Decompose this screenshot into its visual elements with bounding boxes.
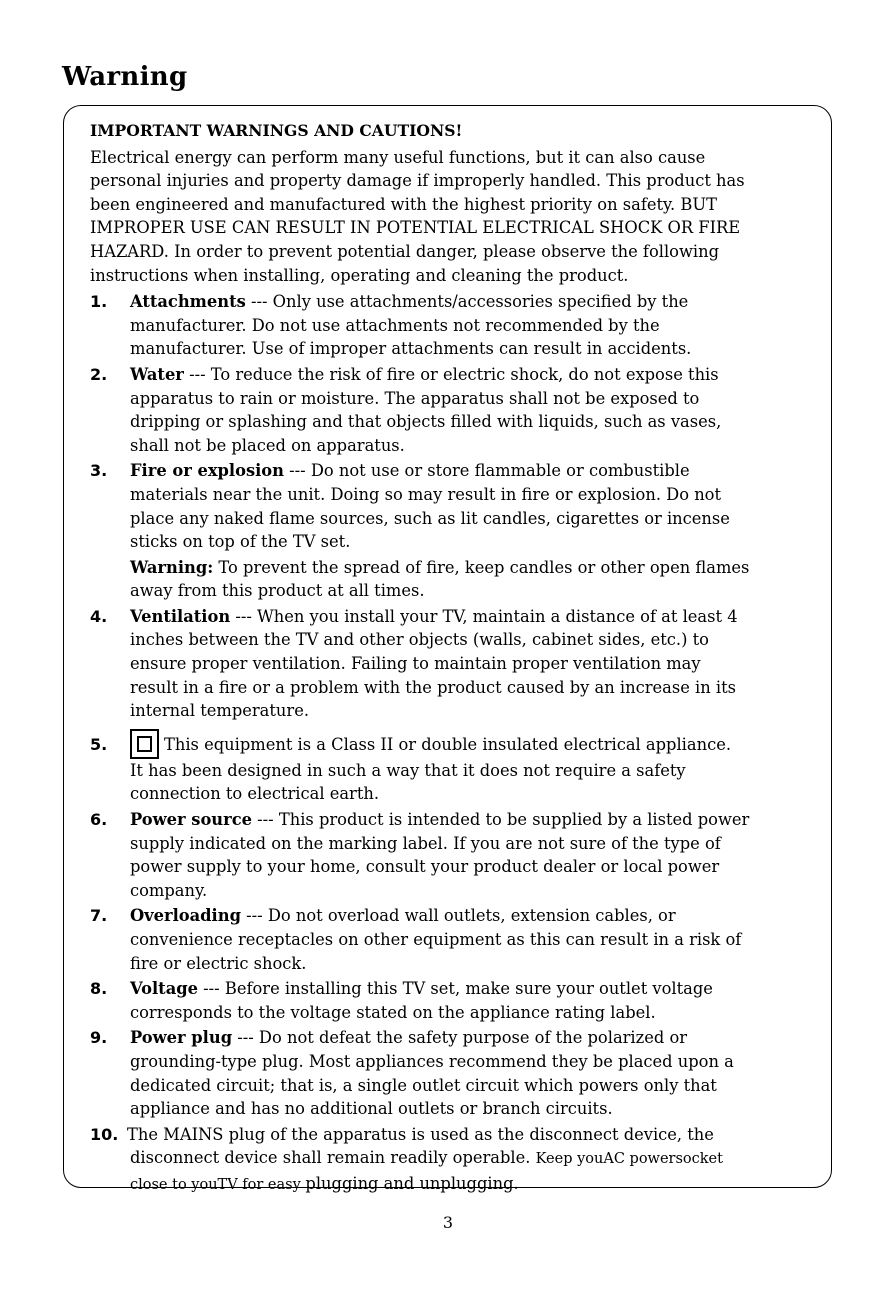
item-number: 7. bbox=[90, 906, 108, 926]
item-line: place any naked flame sources, such as lit candles, cigarettes or incense bbox=[130, 508, 730, 528]
intro-line: IMPROPER USE CAN RESULT IN POTENTIAL ELECTRICAL SHOCK OR FIRE bbox=[90, 218, 741, 238]
item-line: convenience receptacles on other equipment as this can result in a risk of bbox=[130, 930, 742, 949]
warnings-content bbox=[90, 119, 816, 1200]
item-line: This equipment is a Class II or double insulated electrical appliance. bbox=[164, 734, 732, 754]
item-line: appliance and has no additional outlets or branch circuits. bbox=[130, 1099, 613, 1119]
box-title: IMPORTANT WARNINGS AND CAUTIONS! bbox=[90, 121, 463, 140]
item-number: 10. bbox=[90, 1124, 119, 1144]
item-title: Water bbox=[130, 364, 184, 384]
page-number: 3 bbox=[442, 1213, 454, 1232]
item-line: --- This product is intended to be supplied by a listed power bbox=[252, 810, 750, 830]
item-line: --- When you install your TV, maintain a distance of at least 4 bbox=[230, 606, 738, 626]
list-item-attachments bbox=[90, 290, 816, 361]
item-line: inches between the TV and other objects (walls, cabinet sides, etc.) to bbox=[130, 630, 709, 650]
item-line-small: close to youTV for easy bbox=[130, 1176, 306, 1193]
item-number: 9. bbox=[90, 1028, 108, 1048]
list-item-overloading bbox=[90, 904, 816, 975]
intro-line: personal injuries and property damage if improperly handled. This product has bbox=[90, 171, 745, 191]
item-line: fire or electric shock. bbox=[130, 953, 307, 973]
item-line: ensure proper ventilation. Failing to maintain proper ventilation may bbox=[130, 654, 701, 674]
item-number: 6. bbox=[90, 810, 108, 830]
item-line: --- Do not overload wall outlets, extension cables, or bbox=[240, 906, 676, 926]
item-number: 3. bbox=[90, 461, 108, 481]
page-heading: Warning bbox=[62, 62, 188, 92]
list-item-ventilation bbox=[90, 605, 816, 723]
item-line: result in a fire or a problem with the product caused by an increase in its bbox=[130, 677, 736, 697]
item-title: Power plug bbox=[130, 1028, 233, 1048]
item-number: 8. bbox=[90, 979, 108, 999]
item-line: --- Do not defeat the safety purpose of the polarized or bbox=[232, 1028, 688, 1048]
note-line: away from this product at all times. bbox=[130, 581, 425, 601]
intro-line: HAZARD. In order to prevent potential danger, please observe the following bbox=[90, 241, 720, 261]
item-line: connection to electrical earth. bbox=[130, 784, 380, 804]
note-title: Warning: bbox=[130, 557, 214, 577]
fire-warning-note bbox=[90, 556, 816, 603]
item-line: --- Do not use or store flammable or combustible bbox=[284, 461, 690, 481]
item-line: plugging and unplugging. bbox=[305, 1173, 519, 1193]
item-line: manufacturer. Use of improper attachments can result in accidents. bbox=[130, 339, 692, 359]
item-line: The MAINS plug of the apparatus is used as the disconnect device, the bbox=[127, 1124, 714, 1144]
item-line: dripping or splashing and that objects filled with liquids, such as vases, bbox=[130, 412, 722, 432]
list-item-power-plug bbox=[90, 1026, 816, 1120]
item-title: Attachments bbox=[130, 292, 246, 312]
intro-line: instructions when installing, operating and cleaning the product. bbox=[90, 265, 629, 285]
item-line: --- Only use attachments/accessories specified by the bbox=[245, 292, 689, 312]
item-title: Voltage bbox=[130, 979, 198, 999]
item-number: 5. bbox=[90, 734, 108, 754]
item-line: dedicated circuit; that is, a single outlet circuit which powers only that bbox=[130, 1075, 717, 1095]
item-line: supply indicated on the marking label. If you are not sure of the type of bbox=[130, 833, 721, 853]
item-line: materials near the unit. Doing so may result in fire or explosion. Do not bbox=[130, 484, 722, 504]
item-line-small: Keep youAC powersocket bbox=[535, 1151, 723, 1168]
item-line: internal temperature. bbox=[130, 701, 310, 721]
item-line: manufacturer. Do not use attachments not recommended by the bbox=[130, 315, 660, 335]
list-item-water bbox=[90, 363, 816, 457]
item-line: --- Before installing this TV set, make sure your outlet voltage bbox=[198, 979, 713, 999]
item-title: Overloading bbox=[130, 906, 241, 926]
note-line: To prevent the spread of fire, keep candles or other open flames bbox=[213, 557, 750, 577]
item-line: company. bbox=[130, 880, 208, 900]
item-line: grounding-type plug. Most appliances recommend they be placed upon a bbox=[130, 1051, 734, 1071]
intro-line: been engineered and manufactured with the highest priority on safety. BUT bbox=[90, 194, 717, 214]
item-line: It has been designed in such a way that it does not require a safety bbox=[130, 760, 686, 780]
item-number: 4. bbox=[90, 606, 108, 626]
list-item-mains-plug bbox=[90, 1123, 816, 1198]
item-line: shall not be placed on apparatus. bbox=[130, 435, 405, 455]
intro-paragraph bbox=[90, 146, 816, 288]
item-line: power supply to your home, consult your product dealer or local power bbox=[130, 857, 720, 877]
item-title: Fire or explosion bbox=[130, 461, 284, 481]
item-line: corresponds to the voltage stated on the appliance rating label. bbox=[130, 1002, 656, 1022]
intro-line: Electrical energy can perform many useful functions, but it can also cause bbox=[90, 147, 706, 167]
item-title: Ventilation bbox=[130, 606, 231, 626]
item-line: sticks on top of the TV set. bbox=[130, 532, 351, 552]
list-item-voltage bbox=[90, 977, 816, 1024]
item-title: Power source bbox=[130, 810, 252, 830]
item-line: disconnect device shall remain readily operable. bbox=[130, 1148, 536, 1168]
class-ii-double-insulation-icon bbox=[130, 729, 159, 759]
list-item-class-ii bbox=[90, 729, 816, 806]
item-line: --- To reduce the risk of fire or electric shock, do not expose this bbox=[183, 364, 719, 384]
item-number: 1. bbox=[90, 292, 108, 312]
list-item-power-source bbox=[90, 808, 816, 902]
item-number: 2. bbox=[90, 364, 108, 384]
item-line: apparatus to rain or moisture. The apparatus shall not be exposed to bbox=[130, 388, 700, 408]
list-item-fire-or-explosion bbox=[90, 459, 816, 553]
